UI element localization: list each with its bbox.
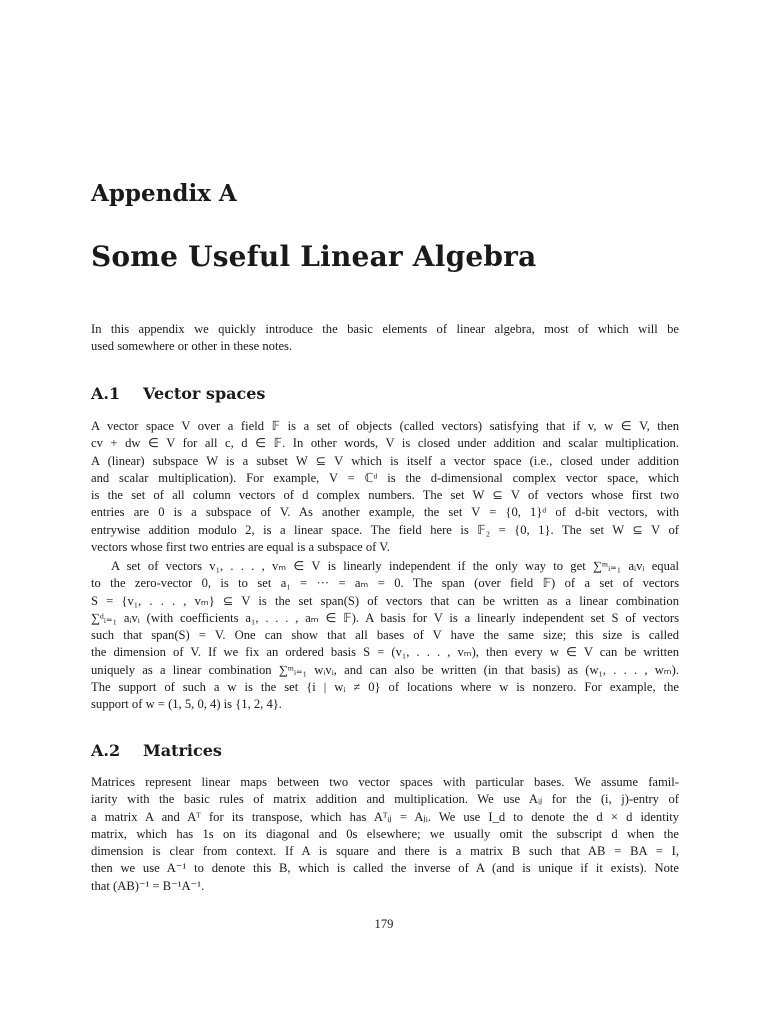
intro-paragraph — [91, 321, 679, 356]
page-number: 179 — [374, 917, 394, 931]
text-line: such that span(S) = V. One can show that all bases of V have the same size; this size is called — [91, 628, 679, 643]
text-line: A (linear) subspace W is a subset W ⊆ V which is itself a vector space (i.e., closed under addition — [91, 453, 679, 468]
text-line: The support of such a w is the set {i | wᵢ ≠ 0} of locations where w is nonzero. For example, the — [91, 680, 679, 695]
intro-line: In this appendix we quickly introduce the basic elements of linear algebra, most of which will be — [91, 322, 679, 336]
text-line: A vector space V over a field 𝔽 is a set of objects (called vectors) satisfying that if v, w ∈ V, then — [91, 419, 679, 433]
text-line: the dimension of V. If we fix an ordered basis S = (v₁, . . . , vₘ), then every w ∈ V can be written — [91, 645, 679, 660]
section-heading-matrices — [91, 741, 222, 760]
text-line: then we use A⁻¹ to denote this B, which is called the inverse of A (and is unique if it exists). Note — [91, 861, 679, 876]
section-number: A.2 — [91, 741, 121, 760]
text-line: entrywise addition modulo 2, is a linear space. The field here is 𝔽₂ = {0, 1}. The set W ⊆ V of — [91, 522, 679, 537]
matrices-paragraph — [91, 774, 679, 895]
section-title: Vector spaces — [143, 384, 266, 403]
intro-line: used somewhere or other in these notes. — [91, 339, 293, 354]
text-line: support of w = (1, 5, 0, 4) is {1, 2, 4}. — [91, 697, 282, 712]
text-line: S = {v₁, . . . , vₘ} ⊆ V is the set span(S) of vectors that can be written as a linear combination — [91, 593, 679, 608]
text-line: is the set of all column vectors of d complex numbers. The set W ⊆ V of vectors whose first two — [91, 488, 679, 503]
text-line: dimension is clear from context. If A is square and there is a matrix B such that AB = BA = I, — [91, 844, 679, 859]
vector-space-paragraph — [91, 418, 679, 556]
text-line: and scalar multiplication). For example, V = ℂᵈ is the d-dimensional complex vector space, which — [91, 470, 679, 485]
text-line: Matrices represent linear maps between two vector spaces with particular bases. We assume famil- — [91, 775, 679, 789]
appendix-title: Some Useful Linear Algebra — [91, 240, 537, 273]
section-heading-vector-spaces — [91, 384, 265, 403]
section-title: Matrices — [143, 741, 222, 760]
text-line: vectors whose first two entries are equal is a subspace of V. — [91, 540, 390, 555]
text-line: iarity with the basic rules of matrix addition and multiplication. We use Aᵢⱼ for the (i, j)-entry of — [91, 792, 679, 807]
text-line: a matrix A and Aᵀ for its transpose, which has Aᵀᵢⱼ = Aⱼᵢ. We use I_d to denote the d × d identity — [91, 809, 679, 824]
section-number: A.1 — [91, 384, 121, 403]
text-line: ∑ᵈᵢ₌₁ aᵢvᵢ (with coefficients a₁, . . . , aₘ ∈ 𝔽). A basis for V is a linearly independent set S of vectors — [91, 610, 679, 625]
appendix-label: Appendix A — [91, 180, 237, 207]
text-line: matrix, which has 1s on its diagonal and 0s elsewhere; we usually omit the subscript d when the — [91, 826, 679, 841]
text-line: to the zero-vector 0, is to set a₁ = ··· = aₘ = 0. The span (over field 𝔽) of a set of vectors — [91, 576, 679, 591]
basis-paragraph — [91, 558, 679, 714]
text-line: uniquely as a linear combination ∑ᵐᵢ₌₁ wᵢvᵢ, and can also be written (in that basis) as (w₁, . . . , wₘ). — [91, 662, 679, 677]
text-line: cv + dw ∈ V for all c, d ∈ 𝔽. In other words, V is closed under addition and scalar multiplication. — [91, 436, 679, 451]
text-line: that (AB)⁻¹ = B⁻¹A⁻¹. — [91, 878, 205, 893]
text-line: entries are 0 is a subspace of V. As another example, the set V = {0, 1}ᵈ of d-bit vectors, with — [91, 505, 679, 520]
text-line: A set of vectors v₁, . . . , vₘ ∈ V is linearly independent if the only way to get ∑ᵐᵢ₌₁ aᵢvᵢ equal — [111, 559, 679, 573]
